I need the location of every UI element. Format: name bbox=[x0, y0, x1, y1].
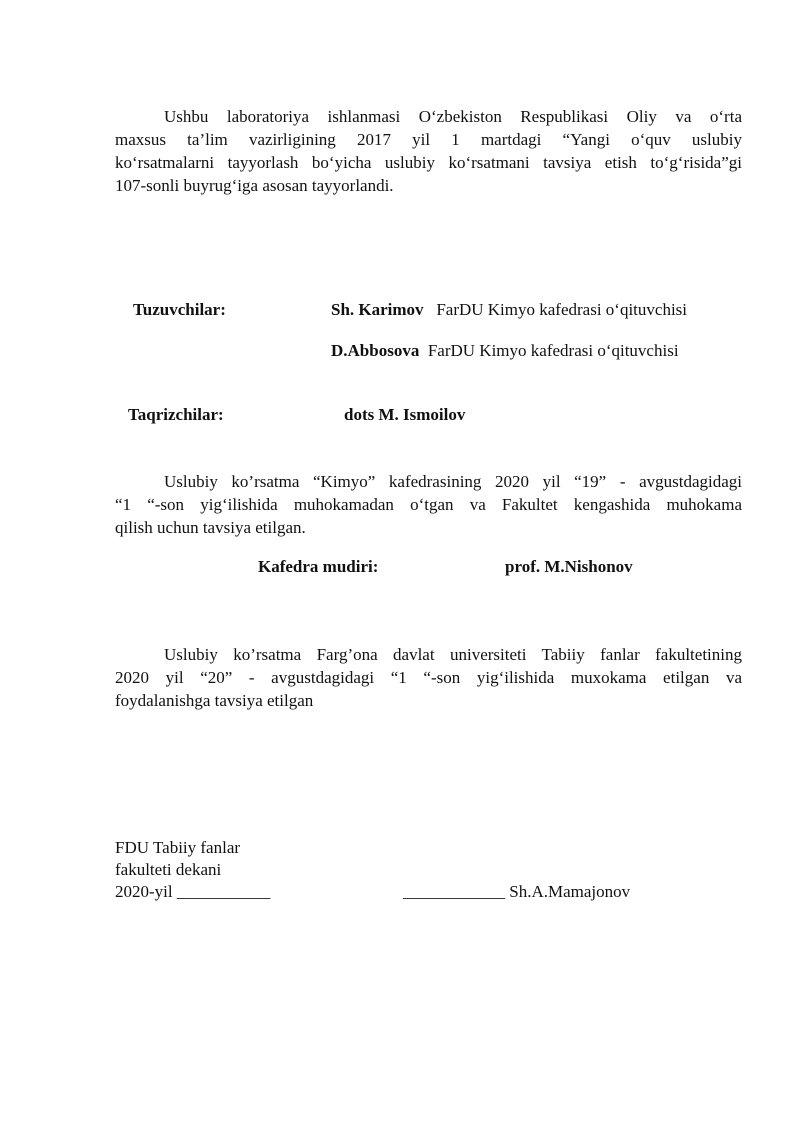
intro-line: 107-sonli buyrug‘iga asosan tayyorlandi. bbox=[115, 176, 394, 195]
department-approval-paragraph bbox=[115, 470, 742, 539]
dean-signature: ____________ Sh.A.Mamajonov bbox=[403, 882, 631, 901]
faculty-line: Uslubiy ko’rsatma Farg’ona davlat universiteti Tabiiy fanlar fakultetining bbox=[164, 645, 742, 664]
faculty-line: foydalanishga tavsiya etilgan bbox=[115, 691, 314, 710]
department-head-name: prof. M.Nishonov bbox=[505, 557, 633, 576]
faculty-approval-paragraph bbox=[115, 643, 742, 712]
department-head-label: Kafedra mudiri: bbox=[258, 557, 379, 576]
faculty-line: 2020 yil “20” - avgustdagidagi “1 “-son yig‘ilishida muxokama etilgan va bbox=[115, 668, 742, 687]
dean-year-line: 2020-yil ___________ bbox=[115, 882, 271, 901]
intro-paragraph bbox=[115, 105, 742, 197]
author-entry bbox=[331, 300, 687, 320]
dean-title-line2: fakulteti dekani bbox=[115, 860, 222, 879]
approval-line: “1 “-son yig‘ilishida muhokamadan o‘tgan va Fakultet kengashida muhokama bbox=[115, 495, 742, 514]
authors-label: Tuzuvchilar: bbox=[133, 300, 226, 319]
dean-title-line1: FDU Tabiiy fanlar bbox=[115, 838, 241, 857]
reviewers-label: Taqrizchilar: bbox=[128, 405, 224, 424]
intro-line: Ushbu laboratoriya ishlanmasi O‘zbekiston Respublikasi Oliy va o‘rta bbox=[164, 107, 742, 126]
author-entry bbox=[331, 341, 679, 361]
author-position: FarDU Kimyo kafedrasi o‘qituvchisi bbox=[436, 300, 688, 319]
approval-line: qilish uchun tavsiya etilgan. bbox=[115, 518, 306, 537]
author-name: D.Abbosova bbox=[331, 341, 420, 360]
author-name: Sh. Karimov bbox=[331, 300, 424, 319]
author-position: FarDU Kimyo kafedrasi o‘qituvchisi bbox=[427, 341, 679, 360]
intro-line: maxsus ta’lim vazirligining 2017 yil 1 martdagi “Yangi o‘quv uslubiy bbox=[115, 130, 742, 149]
reviewer-name: dots M. Ismoilov bbox=[344, 405, 466, 424]
intro-line: ko‘rsatmalarni tayyorlash bo‘yicha uslubiy ko‘rsatmani tavsiya etish to‘g‘risida”gi bbox=[115, 153, 742, 172]
approval-line: Uslubiy ko’rsatma “Kimyo” kafedrasining 2020 yil “19” - avgustdagidagi bbox=[164, 472, 742, 491]
